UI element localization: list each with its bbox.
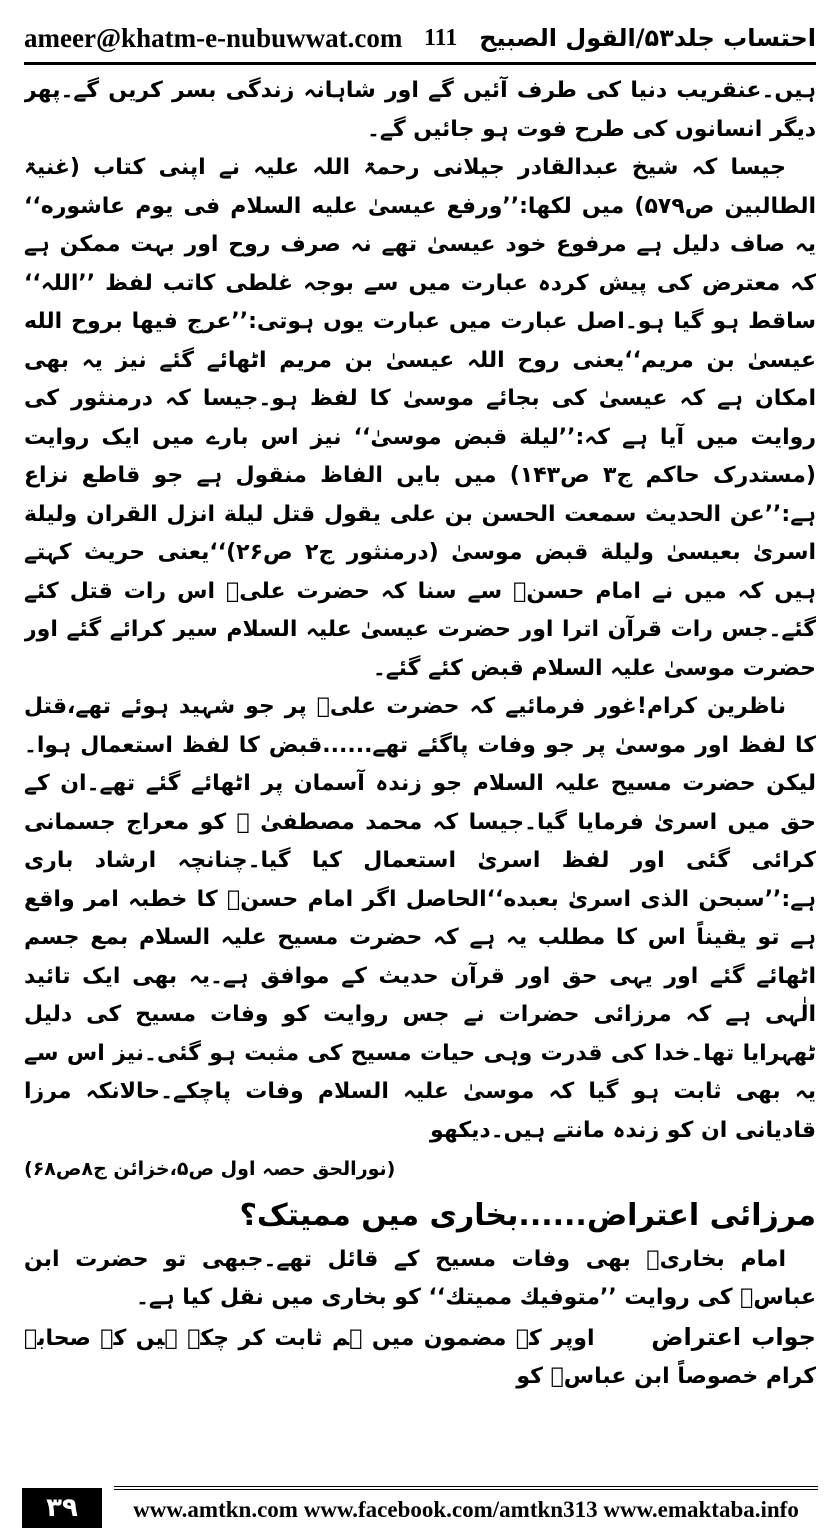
footer-page-number: ۳۹ (22, 1488, 102, 1528)
paragraph-3 (24, 688, 816, 1150)
paragraph-5 (24, 1318, 816, 1397)
section-heading: مرزائی اعتراض......بخاری میں ممیتک؟ (239, 1197, 816, 1233)
page-footer (22, 1486, 818, 1530)
footer-links: www.amtkn.com www.facebook.com/amtkn313 www.emaktaba.info (114, 1486, 818, 1530)
page-header (24, 14, 816, 65)
paragraph-1: ہیں۔عنقریب دنیا کی طرف آئیں گے اور شاہانہ زندگی بسر کریں گے۔پھر دیگر انسانوں کی طرح فوت ہو جائیں گے۔ (24, 78, 816, 142)
page-body (24, 72, 816, 1432)
paragraph-3-text: ناظرین کرام!غور فرمائیے کہ حضرت علیؓ پر جو شہید ہوئے تھے،قتل کا لفظ اور موسیٰ پر جو وفات پاگئے تھے......قبض کا لفظ استعمال ہوا۔لیکن حضرت مسیح علیہ السلام جو زندہ آسمان پر اٹھائے گئے تھے۔ان کے حق میں اسریٰ فرمایا گیا۔جیسا کہ محمد مصطفیٰ ﷺ کو معراج جسمانی کرائی گئی اور لفظ اسریٰ استعمال کیا گیا۔چنانچہ ارشاد باری ہے:’’سبحن الذی اسریٰ بعبده‘‘الحاصل اگر امام حسنؓ کا خطبہ امر واقع ہے تو یقیناً اس کا مطلب یہ ہے کہ حضرت مسیح علیہ السلام بمع جسم اٹھائے گئے اور یہی حق اور قرآن حدیث کے موافق ہے۔یہ بھی ایک تائید الٰہی ہے کہ مرزائی حضرات نے جس روایت کو وفات مسیح کی دلیل ٹھہرایا تھا۔خدا کی قدرت وہی حیات مسیح کی مثبت ہو گئی۔نیز اس سے یہ بھی ثابت ہو گیا کہ موسیٰ علیہ السلام وفات پاچکے۔حالانکہ مرزا قادیانی ان کو زندہ مانتے ہیں۔دیکھو (24, 694, 816, 1143)
paragraph-3-reference: (نورالحق حصہ اول ص۵،خزائن ج۸ص۶۸) (24, 1158, 396, 1180)
header-page-number: 111 (424, 24, 458, 51)
paragraph-2: جیسا کہ شیخ عبدالقادر جیلانی رحمۃ اللہ علیہ نے اپنی کتاب (غنیۃ الطالبین ص۵۷۹) میں لکھا:’’ورفع عیسیٰ علیه السلام فی یوم عاشوره‘‘ یہ صاف دلیل ہے مرفوع خود عیسیٰ تھے نہ صرف روح اور بہت ممکن ہے کہ معترض کی پیش کردہ عبارت میں سے بوجہ غلطی کاتب لفظ ’’اللہ‘‘ ساقط ہو گیا ہو۔اصل عبارت میں عبارت یوں ہوتی:’’عرج فیها بروح الله عیسیٰ بن مریم‘‘یعنی روح اللہ عیسیٰ بن مریم اٹھائے گئے نیز یہ بھی امکان ہے کہ عیسیٰ کی بجائے موسیٰ کا لفظ ہو۔جیسا کہ درمنثور کی روایت میں آیا ہے کہ:’’لیلة قبض موسیٰ‘‘ نیز اس بارے میں ایک روایت (مستدرک حاکم ج۳ ص۱۴۳) میں بایں الفاظ منقول ہے جو قاطع نزاع ہے:’’عن الحدیث سمعت الحسن بن علی یقول قتل لیلة انزل القران ولیلة اسریٰ بعیسیٰ ولیلة قبض موسیٰ (درمنثور ج۲ ص۲۶)‘‘یعنی حریث کہتے ہیں کہ میں نے امام حسنؓ سے سنا کہ حضرت علیؓ اس رات قتل کئے گئے۔جس رات قرآن اترا اور حضرت عیسیٰ علیہ السلام سیر کرائے گئے اور حضرت موسیٰ علیہ السلام قبض کئے گئے۔ (24, 155, 816, 681)
answer-label: جواب اعتراض (651, 1322, 816, 1351)
header-email: ameer@khatm-e-nubuwwat.com (24, 22, 403, 53)
paragraph-5-text: اوپر کے مضمون میں ہم ثابت کر چکے ہیں کہ صحابہ کرام خصوصاً ابن عباسؓ کو (24, 1325, 816, 1389)
header-book-title: احتساب جلد۵۳/القول الصبیح (479, 24, 816, 52)
paragraph-4: امام بخاریؒ بھی وفات مسیح کے قائل تھے۔جبھی تو حضرت ابن عباسؓ کی روایت ’’متوفیك ممیتك‘‘ کو بخاری میں نقل کیا ہے۔ (24, 1246, 816, 1310)
